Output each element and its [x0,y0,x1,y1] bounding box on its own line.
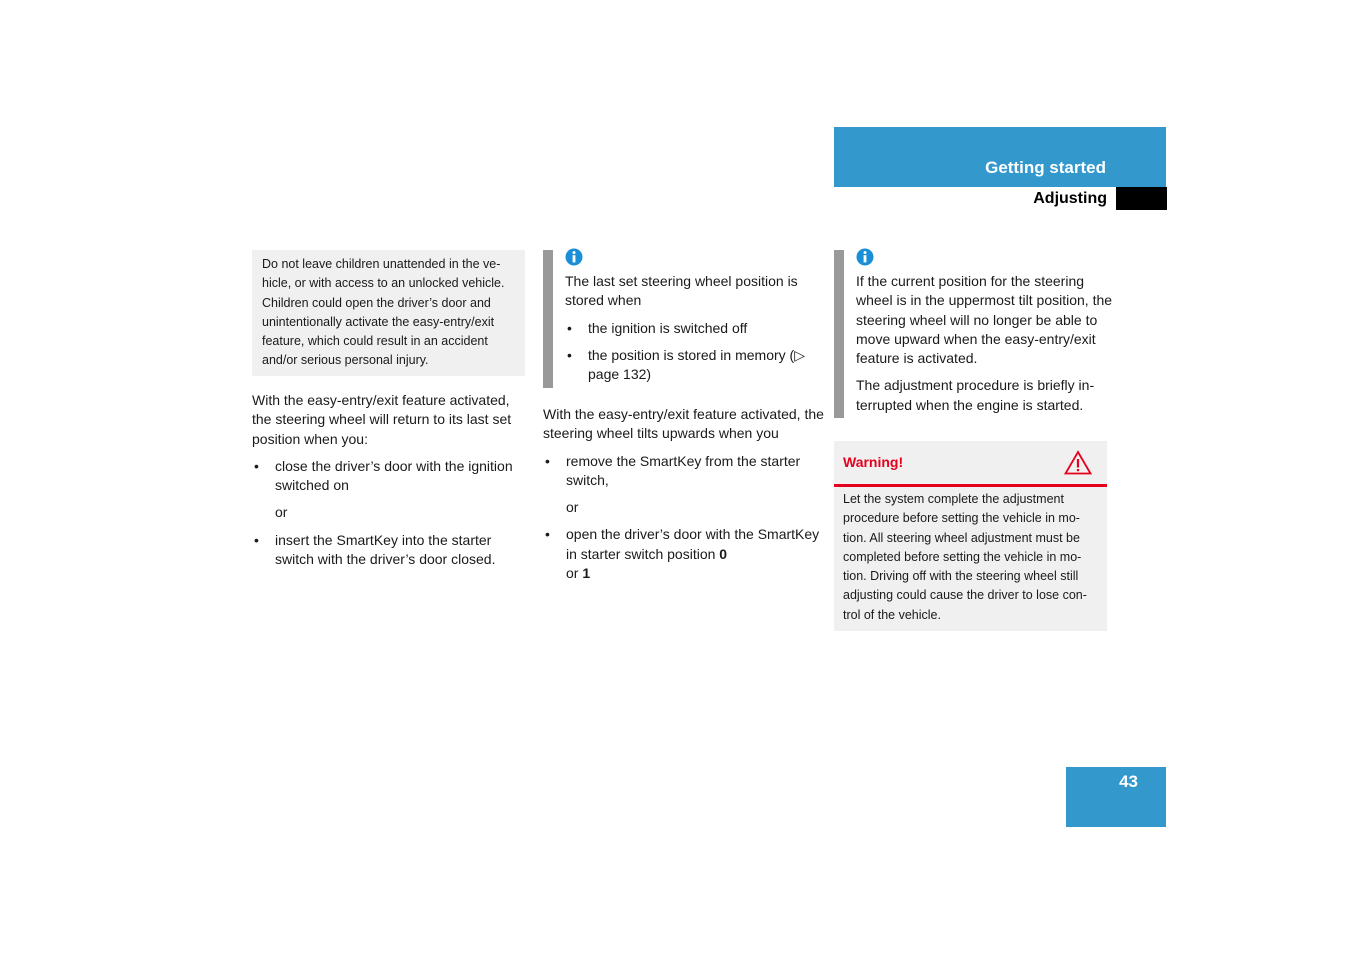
left-bullet-list [252,457,532,496]
list-item [565,346,825,385]
list-item-text: the ignition is switched off [588,319,748,336]
left-column-text [252,391,532,569]
info-side-bar [834,250,844,418]
info-text-2: The adjustment procedure is briefly in-terrupted when the engine is started. [856,377,1095,413]
info-bullet-list [565,319,825,385]
page-number: 43 [1119,772,1138,791]
list-item-text: open the driver’s door with the SmartKey in starter switch position [566,526,820,562]
switch-position-1: 1 [582,565,591,582]
warning-box [834,441,1107,631]
warning-text: Let the system complete the adjustment procedure before setting the vehicle in mo-tion. All steering wheel adjustment must be completed before setting the vehicle in mo-tion. Driving off with the steering wheel still adjusting could cause the driver to lose con-trol of the vehicle. [843,492,1087,622]
middle-intro: With the easy-entry/exit feature activated, the steering wheel tilts upwards when you [543,406,824,442]
list-item-text: close the driver’s door with the ignition switched on [275,457,513,494]
bullet: • [567,346,572,363]
list-item [543,525,828,583]
bullet: • [545,452,550,469]
warning-triangle-icon [1064,450,1092,475]
left-intro: With the easy-entry/exit feature activated, the steering wheel will return to its last set position when you: [252,392,512,447]
warning-header [834,441,1107,487]
middle-bullet-list-2 [543,525,828,583]
page-number-box [1066,767,1166,827]
section-header-band [834,127,1166,187]
bullet: • [254,457,259,474]
info-note-memory [565,248,825,384]
info-circle-icon [565,248,583,266]
section-title: Getting started [985,158,1106,177]
or-label: or [275,504,288,521]
list-item-text: remove the SmartKey from the starter switch, [566,452,801,488]
subsection-title: Adjusting [1033,190,1107,207]
list-item [252,457,532,496]
bullet: • [254,531,259,548]
middle-column-text [543,405,828,583]
or-label: or [566,499,579,516]
list-item [543,452,828,491]
child-safety-note [252,250,525,376]
or-word: or [566,565,579,582]
bullet: • [567,319,572,336]
info-text: If the current position for the steering wheel is in the uppermost tilt position, the steering wheel will no longer be able to move upward when the easy-entry/exit feature is activated. [856,273,1113,367]
left-bullet-list-2 [252,531,532,570]
info-text: The last set steering wheel position is stored when [565,273,798,309]
info-circle-icon [856,248,874,266]
list-item [565,319,825,338]
switch-position-0: 0 [719,545,728,562]
child-safety-note-text: Do not leave children unattended in the ve-hicle, or with access to an unlocked vehicle. Children could open the driver’s door and unintentionally activate the easy-entry/exit feature, which could result in an accident and/or serious personal injury. [262,257,505,368]
info-side-bar [543,250,553,388]
info-note-tilt [856,248,1116,415]
warning-title: Warning! [843,454,904,470]
page-reference-text: the position is stored in memory (▷ page 132) [588,346,805,383]
list-item-text: insert the SmartKey into the starter switch with the driver’s door closed. [275,531,496,568]
list-item [252,531,532,570]
bullet: • [545,526,550,543]
subsection-marker [1116,187,1167,210]
middle-bullet-list [543,452,828,491]
